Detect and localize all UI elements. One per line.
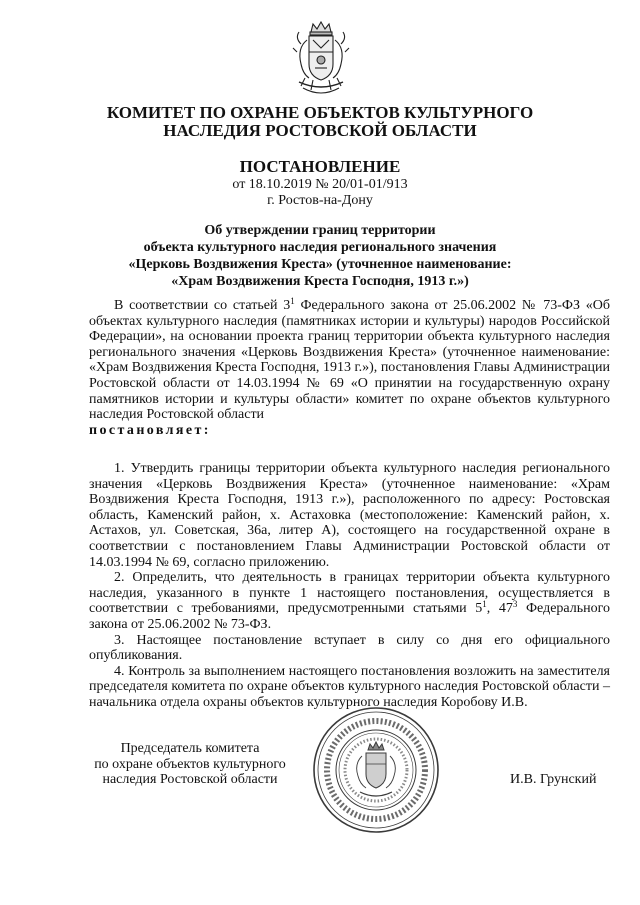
resolution-item-2: [89, 570, 610, 632]
resolves-word: постановляет:: [89, 422, 211, 438]
document-city: г. Ростов-на-Дону: [267, 193, 373, 208]
preamble-text: Федерального закона от 25.06.2002 № 73-ФЗ «Об объектах культурного наследия (памятниках истории и культуры) народов Российской Федерации», на основании проекта границ территории объекта культурного наследия регионального значения «Церковь Воздвижения Креста» (уточненное наименование: «Храм Воздвижения Креста Господня, 1913 г.»), постановления Главы Администрации Ростовской области от 14.03.1994 № 69 «О принятии на государственную охрану памятников истории и культуры области» комитет по охране объектов культурного наследия Ростовской области: [89, 298, 610, 423]
resolution-item-3: 3. Настоящее постановление вступает в силу со дня его официального опубликования.: [89, 632, 610, 664]
resolves-paragraph: [89, 423, 610, 439]
committee-name-line1: КОМИТЕТ ПО ОХРАНЕ ОБЪЕКТОВ КУЛЬТУРНОГО: [106, 103, 534, 122]
signatory-name: И.В. Грунский: [510, 772, 597, 787]
committee-name: [40, 104, 600, 140]
resolution-items: [89, 461, 610, 711]
preamble-text: В соответствии со статьей 3: [114, 298, 291, 313]
subject-line: объекта культурного наследия регионального значения: [143, 240, 497, 255]
item-text: , 47: [486, 601, 513, 617]
subject-line: «Церковь Воздвижения Креста» (уточненное наименование:: [128, 257, 512, 272]
signatory-title: [80, 741, 300, 788]
superscript: 1: [290, 296, 295, 306]
superscript: 3: [512, 599, 518, 610]
signatory-title-line: Председатель комитета: [120, 741, 260, 756]
preamble-paragraph: [89, 298, 610, 423]
item-text: Федерального закона от 25.06.2002 № 73-ФЗ.: [89, 601, 611, 632]
resolution-item-1: 1. Утвердить границы территории объекта культурного наследия регионального значения «Церковь Воздвижения Креста» (уточненное наименование: «Храм Воздвижения Креста Господня, 1913 г.»), расположенного по адресу: Ростовская область, Каменский район, х. Астаховка (местоположение: Каменский район, х. Астахов, ул. Советская, 36а, литер А), состоящего на государственной охране в соответствии с постановлением Главы Администрации Ростовской области от 14.03.1994 № 69, согласно приложению.: [89, 461, 610, 570]
document-type: ПОСТАНОВЛЕНИЕ: [239, 157, 401, 176]
committee-name-line2: НАСЛЕДИЯ РОСТОВСКОЙ ОБЛАСТИ: [163, 121, 477, 140]
item-text: 2. Определить, что деятельность в границах территории объекта культурного наследия, указанного в пункте 1 настоящего постановления, осуществляется в соответствии с требованиями, предусмотренными статьями 5: [89, 570, 610, 617]
document-subject: [60, 222, 580, 290]
preamble: [89, 298, 610, 438]
document-date-number: от 18.10.2019 № 20/01-01/913: [232, 177, 408, 192]
resolution-item-4: 4. Контроль за выполнением настоящего постановления возложить на заместителя председателя комитета по охране объектов культурного наследия Ростовской области – начальника отдела охраны объектов культурного наследия Коробову И.В.: [89, 663, 610, 710]
superscript: 1: [482, 599, 487, 610]
signatory-title-line: по охране объектов культурного: [94, 756, 286, 772]
coat-of-arms-emblem: [291, 18, 351, 102]
official-seal-stamp: [312, 706, 440, 834]
subject-line: «Храм Воздвижения Креста Господня, 1913 г.»): [171, 274, 469, 289]
signatory-title-line: наследия Ростовской области: [102, 772, 278, 788]
subject-line: Об утверждении границ территории: [204, 223, 436, 238]
